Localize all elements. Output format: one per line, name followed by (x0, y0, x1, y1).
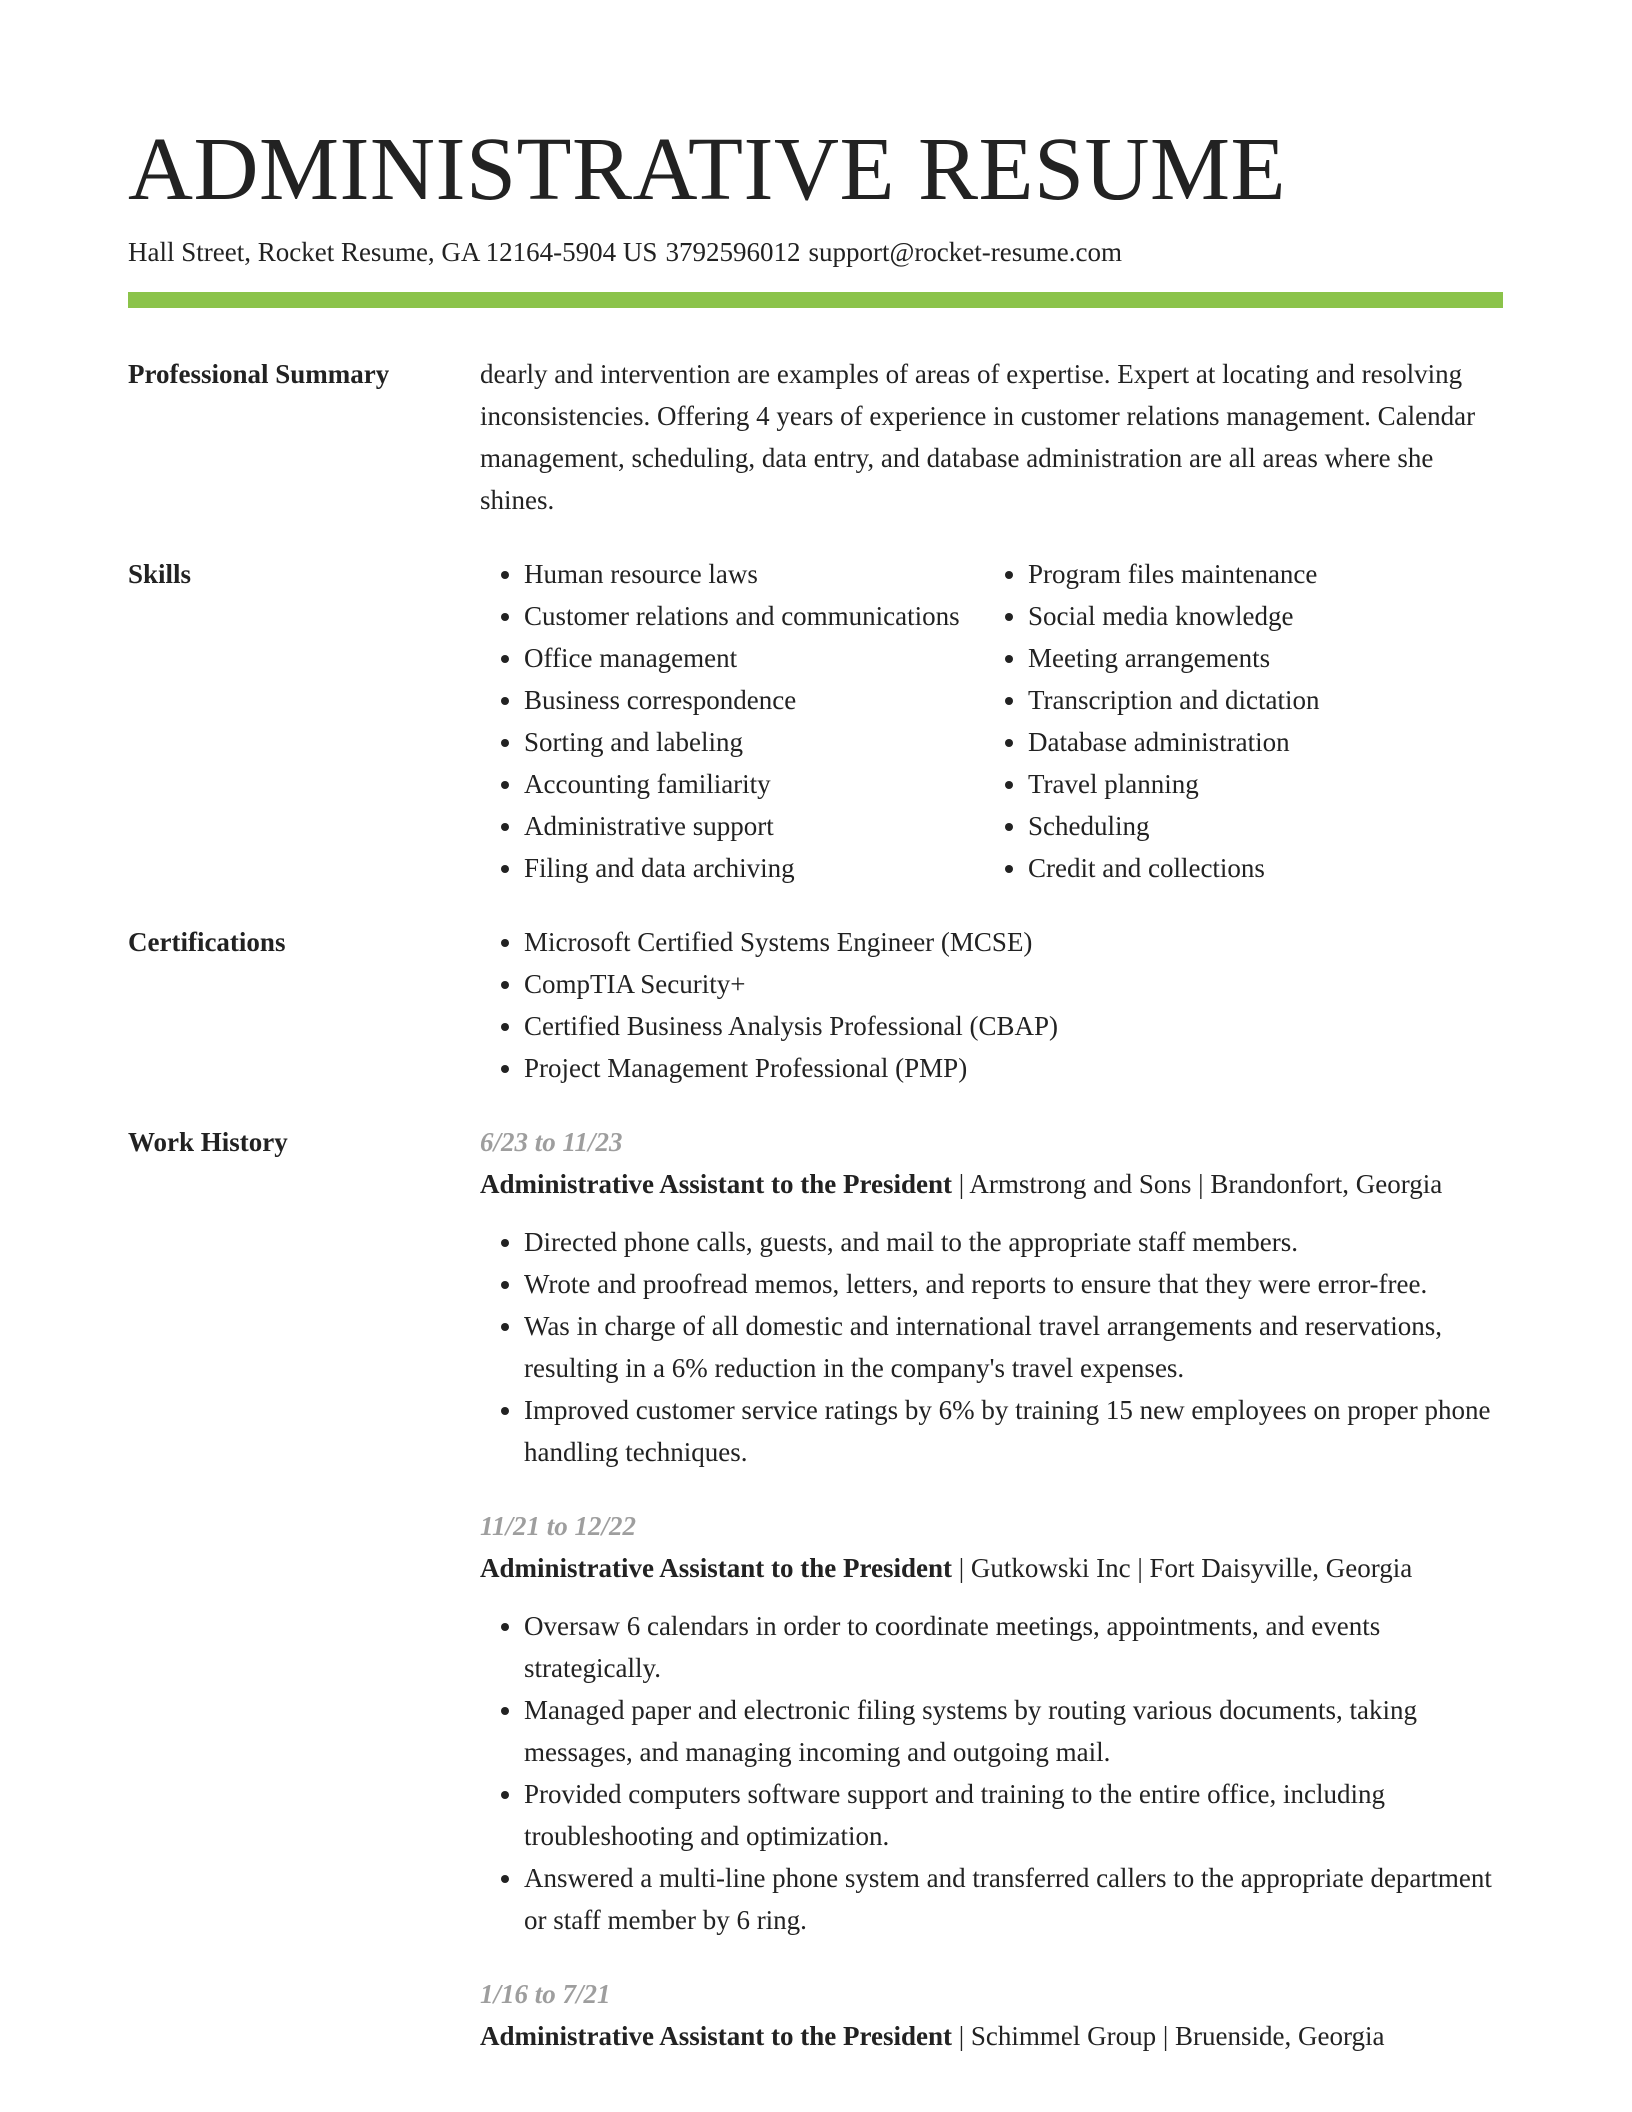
skill-item: • Travel planning (1028, 763, 1503, 805)
section-title-summary: Professional Summary (128, 359, 390, 389)
skill-item: • Program files maintenance (1028, 553, 1503, 595)
contact-address: Hall Street, Rocket Resume, GA 12164-5904 US (128, 237, 658, 267)
skills-list-1 (480, 553, 984, 889)
job-details: | Schimmel Group | Bruenside, Georgia (952, 2021, 1385, 2051)
work-history-body (480, 1121, 1503, 2057)
job-bullet: • Directed phone calls, guests, and mail to the appropriate staff members. (524, 1221, 1503, 1263)
skill-item: • Sorting and labeling (524, 721, 984, 763)
work-history-section (128, 1121, 1503, 2057)
contact-phone: 3792596012 (665, 237, 801, 267)
skill-item: • Transcription and dictation (1028, 679, 1503, 721)
certifications-section (128, 921, 1503, 1089)
job-bullet: • Wrote and proofread memos, letters, and reports to ensure that they were error-free. (524, 1263, 1503, 1305)
contact-line (128, 234, 1503, 270)
skills-list-2 (984, 553, 1503, 889)
skill-item: • Business correspondence (524, 679, 984, 721)
job-details: | Gutkowski Inc | Fort Daisyville, Georgia (952, 1553, 1413, 1583)
skills-section (128, 553, 1503, 889)
job-title: Administrative Assistant to the President (480, 1169, 952, 1199)
skill-item: • Filing and data archiving (524, 847, 984, 889)
skill-item: • Credit and collections (1028, 847, 1503, 889)
section-title-skills: Skills (128, 559, 192, 589)
certification-item: • Microsoft Certified Systems Engineer (MCSE) (524, 921, 1503, 963)
skill-item: • Accounting familiarity (524, 763, 984, 805)
skill-item: • Office management (524, 637, 984, 679)
skills-columns (480, 553, 1503, 889)
job-bullet: • Managed paper and electronic filing systems by routing various documents, taking messages, and managing incoming and outgoing mail. (524, 1689, 1503, 1773)
skill-item: • Scheduling (1028, 805, 1503, 847)
job-title-line (480, 1163, 1503, 1205)
job-details: | Armstrong and Sons | Brandonfort, Georgia (952, 1169, 1443, 1199)
job-title-line (480, 2015, 1503, 2057)
contact-email: support@rocket-resume.com (808, 237, 1122, 267)
job-bullet: • Was in charge of all domestic and international travel arrangements and reservations, resulting in a 6% reduction in the company's travel expenses. (524, 1305, 1503, 1389)
certifications-body (480, 921, 1503, 1089)
job-bullet: • Improved customer service ratings by 6% by training 15 new employees on proper phone handling techniques. (524, 1389, 1503, 1473)
skill-item: • Meeting arrangements (1028, 637, 1503, 679)
job-bullet: • Oversaw 6 calendars in order to coordinate meetings, appointments, and events strategically. (524, 1605, 1503, 1689)
skill-item: • Administrative support (524, 805, 984, 847)
certification-item: • Certified Business Analysis Professional (CBAP) (524, 1005, 1503, 1047)
skills-body (480, 553, 1503, 889)
job-entry (480, 1121, 1503, 1473)
resume-title: ADMINISTRATIVE RESUME (128, 120, 1286, 219)
certification-item: • Project Management Professional (PMP) (524, 1047, 1503, 1089)
certifications-list (480, 921, 1503, 1089)
summary-body (480, 353, 1503, 521)
job-title: Administrative Assistant to the President (480, 1553, 952, 1583)
job-bullet: • Answered a multi-line phone system and transferred callers to the appropriate department or staff member by 6 ring. (524, 1857, 1503, 1941)
job-dates: 1/16 to 7/21 (480, 1979, 611, 2009)
job-bullets (480, 1605, 1503, 1941)
section-title-certifications: Certifications (128, 927, 286, 957)
job-bullets (480, 1221, 1503, 1473)
job-bullet: • Provided computers software support and training to the entire office, including troubleshooting and optimization. (524, 1773, 1503, 1857)
skill-item: • Social media knowledge (1028, 595, 1503, 637)
resume-page (128, 0, 1503, 2057)
job-title: Administrative Assistant to the President (480, 2021, 952, 2051)
job-dates: 11/21 to 12/22 (480, 1511, 637, 1541)
summary-text: dearly and intervention are examples of areas of expertise. Expert at locating and resolving inconsistencies. Offering 4 years of experience in customer relations management. Calendar management, scheduling, data entry, and database administration are all areas where she shines. (480, 359, 1476, 515)
section-title-work-history: Work History (128, 1127, 288, 1157)
skill-item: • Customer relations and communications (524, 595, 984, 637)
skill-item: • Database administration (1028, 721, 1503, 763)
certification-item: • CompTIA Security+ (524, 963, 1503, 1005)
summary-section (128, 353, 1503, 521)
skill-item: • Human resource laws (524, 553, 984, 595)
skills-column-1 (480, 553, 984, 889)
job-entry (480, 1505, 1503, 1941)
job-title-line (480, 1547, 1503, 1589)
job-entry (480, 1973, 1503, 2057)
skills-column-2 (984, 553, 1503, 889)
job-dates: 6/23 to 11/23 (480, 1127, 623, 1157)
accent-divider (128, 292, 1503, 308)
